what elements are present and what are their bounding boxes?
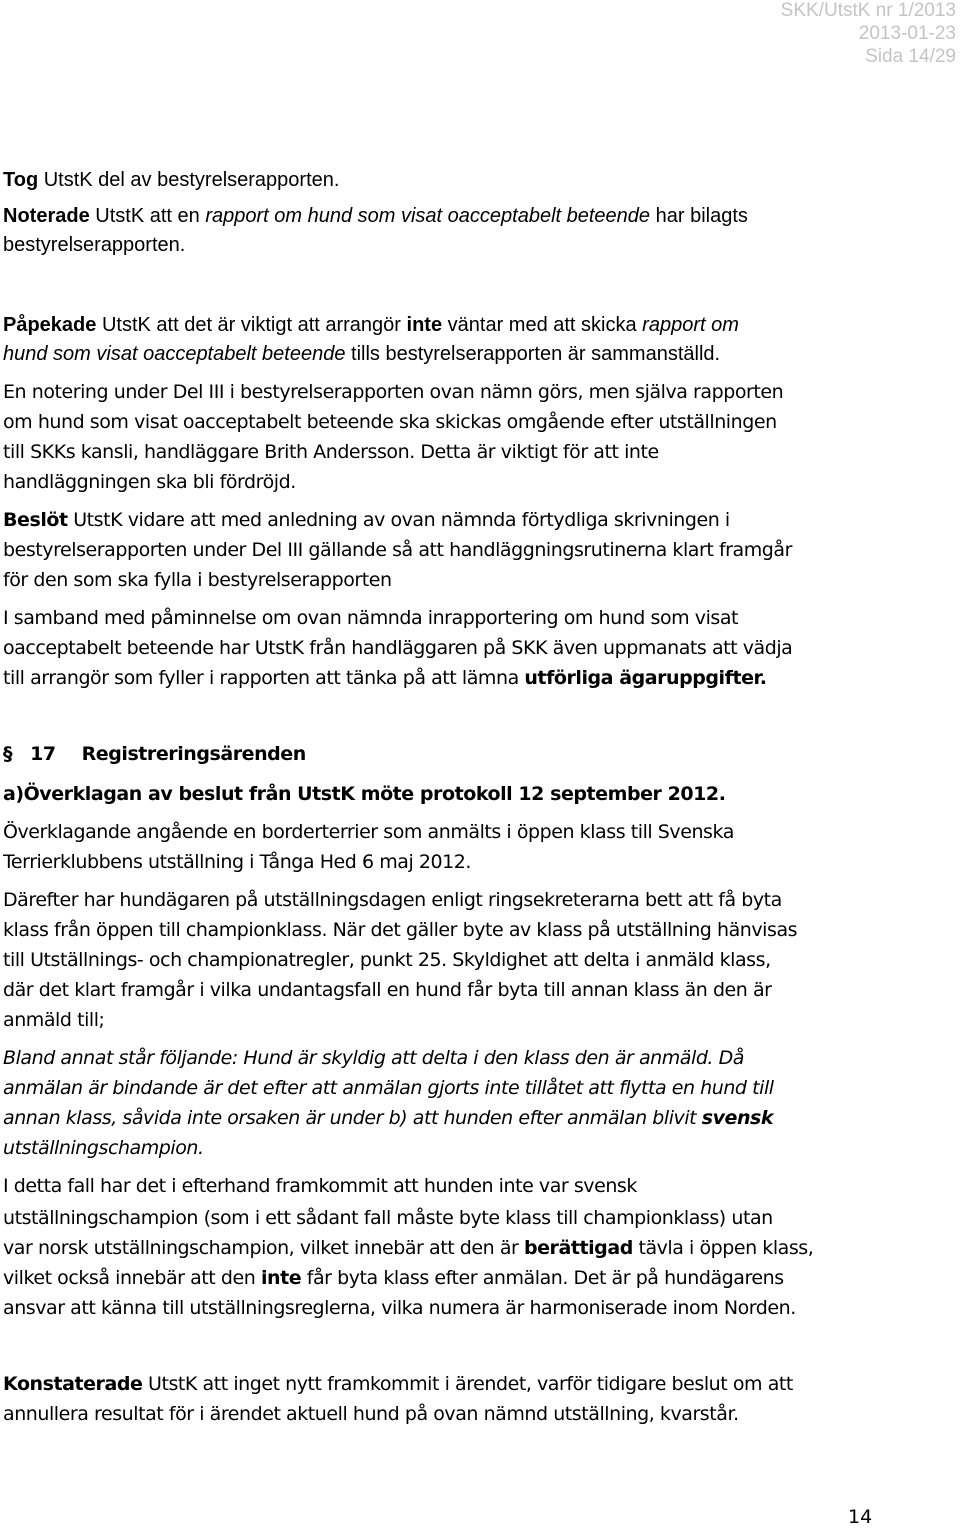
para1-line1: Tog UtstK del av bestyrelserapporten. [3,169,340,191]
para9-line2: utställningschampion (som i ett sådant fall måste byte klass till championklass) utan [3,1207,773,1229]
header-page-label: Sida 14/29 [865,46,956,67]
para8-line4: utställningschampion. [3,1137,204,1159]
para7-line3: till Utställnings- och championatregler, punkt 25. Skyldighet att delta i anmäld klass, [3,949,771,971]
section-number: 17 [30,743,56,765]
para7-line4: där det klart framgår i vilka undantagsfall en hund får byta till annan klass än den är [3,979,772,1001]
para3-line3: till SKKs kansli, handläggare Brith Andersson. Detta är viktigt för att inte [3,441,659,463]
verb-tog: Tog [3,169,39,191]
verb-konstaterade: Konstaterade [3,1373,143,1395]
para1-line2: Noterade UtstK att en rapport om hund som visat oacceptabelt beteende har bilagts [3,205,748,227]
header-document-id: SKK/UtstK nr 1/2013 [780,0,956,21]
para9-line4: vilket också innebär att den inte får byta klass efter anmälan. Det är på hundägarens [3,1267,784,1289]
para9-line1: I detta fall har det i efterhand framkommit att hunden inte var svensk [3,1175,637,1197]
verb-noterade: Noterade [3,205,90,227]
para4-line3: för den som ska fylla i bestyrelserapporten [3,569,392,591]
section-title: Registreringsärenden [81,743,306,765]
section-symbol: § [3,743,13,765]
para1-line3: bestyrelserapporten. [3,234,186,256]
para5-line3: till arrangör som fyller i rapporten att tänka på att lämna utförliga ägaruppgifter. [3,667,767,689]
para4-line2: bestyrelserapporten under Del III gällande så att handläggningsrutinerna klart framgår [3,539,792,561]
para3-line1: En notering under Del III i bestyrelserapporten ovan nämn görs, men själva rapporten [3,381,784,403]
para6-line2: Terrierklubbens utställning i Tånga Hed 6 maj 2012. [3,851,472,873]
para8-line3: annan klass, såvida inte orsaken är under b) att hunden efter anmälan blivit svensk [3,1107,774,1129]
para4-line1: Beslöt UtstK vidare att med anledning av ovan nämnda förtydliga skrivningen i [3,509,730,531]
para2-line2: hund som visat oacceptabelt beteende tills bestyrelserapporten är sammanställd. [3,343,721,365]
para8-line1: Bland annat står följande: Hund är skyldig att delta i den klass den är anmäld. Då [3,1047,744,1069]
para10-line1: Konstaterade UtstK att inget nytt framkommit i ärendet, varför tidigare beslut om att [3,1373,793,1395]
para7-line1: Därefter har hundägaren på utställningsdagen enligt ringsekreterarna bett att få byta [3,889,782,911]
verb-pakekade: Påpekade [3,314,97,336]
para9-line3: var norsk utställningschampion, vilket innebär att den är berättigad tävla i öppen klass, [3,1237,814,1259]
para3-line4: handläggningen ska bli fördröjd. [3,471,296,493]
para9-line5: ansvar att känna till utställningsreglerna, vilka numera är harmoniserade inom Norden. [3,1297,796,1319]
header-date: 2013-01-23 [858,23,956,44]
para8-line2: anmälan är bindande är det efter att anmälan gjorts inte tillåtet att flytta en hund till [3,1077,774,1099]
para10-line2: annullera resultat för i ärendet aktuell hund på ovan nämnd utställning, kvarstår. [3,1403,739,1425]
subsection-heading: a)Överklagan av beslut från UtstK möte protokoll 12 september 2012. [3,783,726,805]
italic-report-name: rapport om hund som visat oacceptabelt beteende [205,205,651,227]
para7-line5: anmäld till; [3,1009,105,1031]
page-number: 14 [848,1506,873,1528]
para7-line2: klass från öppen till championklass. När det gäller byte av klass på utställning hänvisas [3,919,798,941]
para2-line1: Påpekade UtstK att det är viktigt att arrangör inte väntar med att skicka rapport om [3,314,739,336]
verb-beslot: Beslöt [3,509,68,531]
section-heading [3,742,306,766]
para5-line1: I samband med påminnelse om ovan nämnda inrapportering om hund som visat [3,607,739,629]
para3-line2: om hund som visat oacceptabelt beteende ska skickas omgående efter utställningen [3,411,777,433]
para6-line1: Överklagande angående en borderterrier som anmälts i öppen klass till Svenska [3,821,734,843]
para5-line2: oacceptabelt beteende har UtstK från handläggaren på SKK även uppmanats att vädja [3,637,793,659]
